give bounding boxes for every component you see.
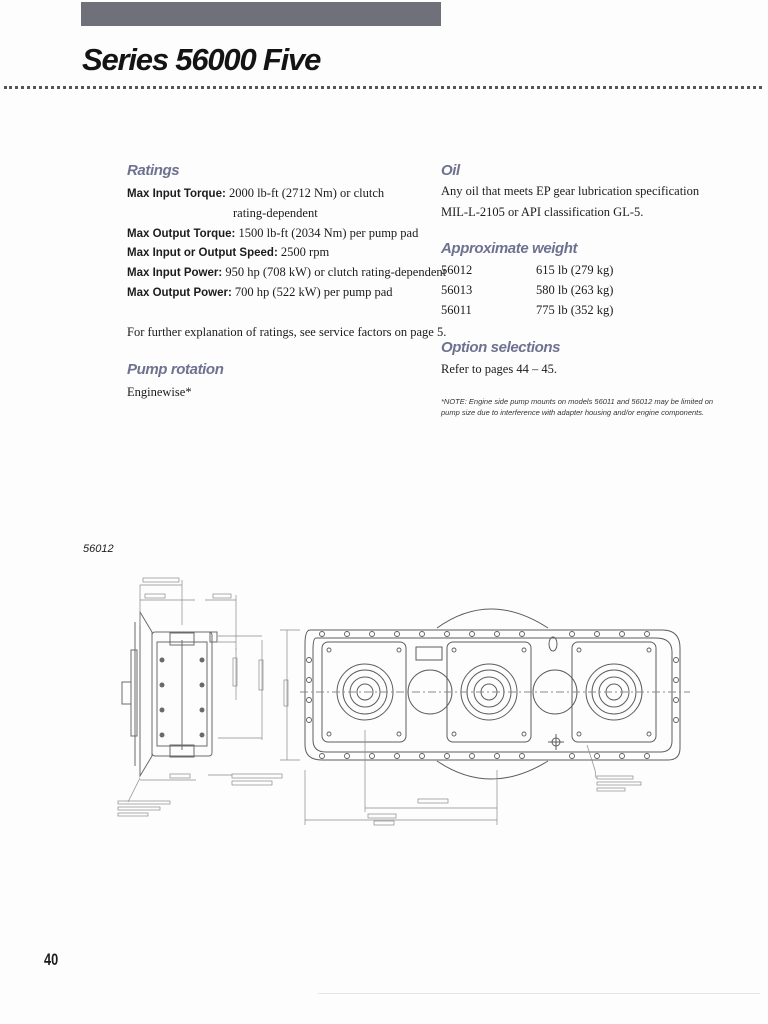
- oil-heading: Oil: [441, 162, 460, 179]
- weight-model: 56011: [441, 303, 472, 317]
- weight-value: 580 lb (263 kg): [536, 283, 614, 297]
- weight-model: 56012: [441, 263, 473, 277]
- front-view: [300, 609, 690, 779]
- weight-value: 615 lb (279 kg): [536, 263, 614, 277]
- oil-text-line: MIL-L-2105 or API classification GL-5.: [441, 205, 644, 219]
- rating-label: Max Output Power:: [127, 287, 232, 299]
- pump-rotation-value: Enginewise*: [127, 385, 192, 399]
- rating-label: Max Input or Output Speed:: [127, 247, 278, 259]
- ratings-heading: Ratings: [127, 162, 180, 179]
- rating-value: 950 hp (708 kW) or clutch rating-dependent: [225, 265, 447, 279]
- note-text: *NOTE: Engine side pump mounts on models 56011 and 56012 may be limited on pump size due to interference with adapter housing and/or engine components.: [441, 397, 714, 417]
- options-heading: Option selections: [441, 339, 561, 356]
- oil-text-line: Any oil that meets EP gear lubrication specification: [441, 184, 700, 198]
- page-title: Series 56000 Five: [82, 42, 321, 77]
- rating-label: Max Input Power:: [127, 267, 223, 279]
- pump-rotation-heading: Pump rotation: [127, 361, 224, 378]
- rating-value: 1500 lb-ft (2034 Nm) per pump pad: [238, 226, 419, 240]
- rating-label: Max Input Torque:: [127, 188, 226, 200]
- figure-label: 56012: [83, 543, 114, 555]
- page-number: 40: [44, 950, 59, 969]
- weight-heading: Approximate weight: [441, 240, 578, 257]
- front-dimensions: [280, 630, 641, 825]
- rating-value: rating-dependent: [233, 206, 318, 220]
- side-dimensions: [118, 578, 282, 816]
- pump-mount-callout: PUMP MOUNT SAE "B","C","D" AVAILABLE: [597, 798, 617, 799]
- footer-rule: [318, 993, 760, 994]
- rating-value: 700 hp (522 kW) per pump pad: [234, 285, 393, 299]
- rating-value: 2500 rpm: [280, 245, 330, 259]
- side-view: [122, 612, 217, 776]
- weight-value: 775 lb (352 kg): [536, 303, 614, 317]
- rating-label: Max Output Torque:: [127, 228, 236, 240]
- engine-adapter-callout: ENGINE ADAPTER SAE #0,#1,#2 AVAILABLE: [118, 828, 139, 829]
- weight-model: 56013: [441, 283, 473, 297]
- ratings-explanation: For further explanation of ratings, see service factors on page 5.: [127, 325, 447, 339]
- rating-value: 2000 lb-ft (2712 Nm) or clutch: [228, 186, 385, 200]
- options-text: Refer to pages 44 – 45.: [441, 362, 557, 376]
